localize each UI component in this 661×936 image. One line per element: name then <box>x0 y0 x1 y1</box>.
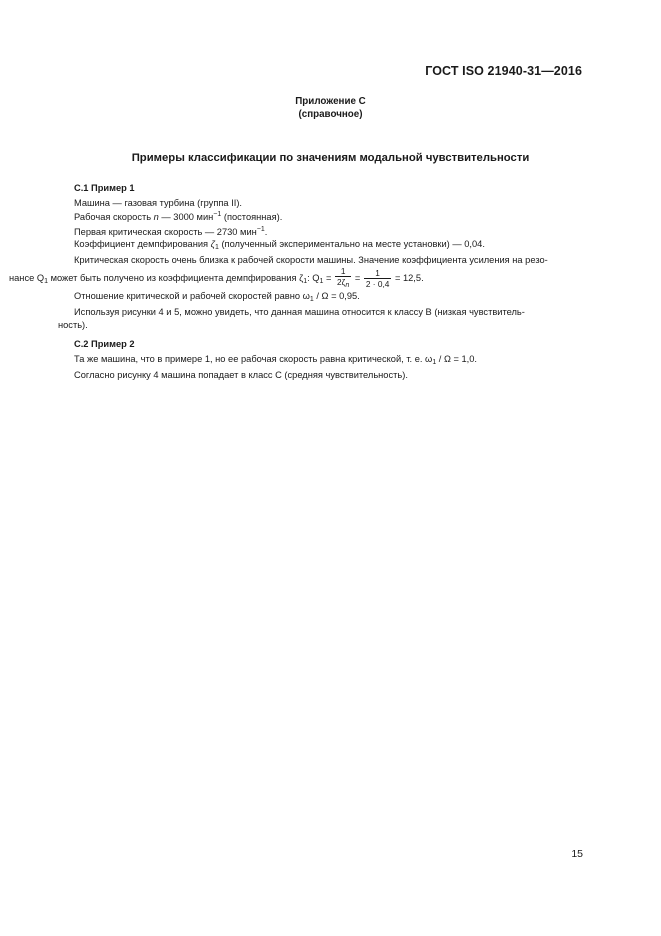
spacer <box>74 331 586 338</box>
critical-speed-line <box>74 224 586 238</box>
document-body <box>9 182 586 381</box>
fraction-2-denominator: 2 · 0,4 <box>365 279 390 290</box>
speed-exponent: −1 <box>213 211 222 219</box>
example-2-line-1 <box>74 353 586 369</box>
speed-line <box>74 209 586 223</box>
ratio-line <box>74 290 586 306</box>
ratio-subscript: 1 <box>309 296 314 304</box>
appendix-subtitle: (справочное) <box>298 109 363 120</box>
fraction-2 <box>364 268 392 289</box>
appendix-heading <box>0 95 661 121</box>
page-number: 15 <box>571 848 583 860</box>
gain-q-subscript: 1 <box>319 278 324 286</box>
equals-sign-2: = <box>352 273 363 284</box>
critical-speed-text: Первая критическая скорость — 2730 мин <box>74 226 257 237</box>
section-title: Примеры классификации по значениям модальной чувствительности <box>131 152 530 164</box>
speed-text: Рабочая скорость <box>74 212 154 223</box>
damping-subscript: 1 <box>214 243 219 251</box>
ratio-value: / Ω = 0,95. <box>313 291 360 302</box>
damping-line <box>74 238 586 254</box>
damping-text: Коэффициент демпфирования <box>74 238 211 249</box>
gain-result: = 12,5. <box>392 273 424 284</box>
example-2-heading: С.2 Пример 2 <box>74 338 135 349</box>
gain-line-2 <box>9 266 586 290</box>
gain-subscript: 1 <box>44 278 48 286</box>
conclusion-line-2: ность). <box>58 319 88 330</box>
appendix-title: Приложение С <box>295 96 366 107</box>
fraction-1-denominator <box>335 277 351 291</box>
example-2-line-2: Согласно рисунку 4 машина попадает в класс С (средняя чувствительность). <box>74 370 408 381</box>
fraction-1-numerator: 1 <box>335 266 351 277</box>
fraction-1 <box>335 266 351 291</box>
conclusion-line-1: Используя рисунки 4 и 5, можно увидеть, что данная машина относится к классу В (низкая чувствитель- <box>74 307 525 318</box>
fraction-1-denominator-subscript: n <box>345 282 350 290</box>
speed-note: (постоянная). <box>221 212 283 223</box>
damping-symbol: ζ <box>210 238 215 249</box>
gain-line-1: Критическая скорость очень близка к рабочей скорости машины. Значение коэффициента усиления на резо- <box>74 255 548 266</box>
fraction-1-denominator-text: 2ζ <box>337 277 346 288</box>
example-1-heading: С.1 Пример 1 <box>74 183 135 193</box>
speed-value: — 3000 мин <box>158 212 214 223</box>
example-2-ratio: / Ω = 1,0. <box>436 354 478 365</box>
gain-mid-subscript: 1 <box>303 278 308 286</box>
example-2-text: Та же машина, что в примере 1, но ее рабочая скорость равна критической, т. е. ω <box>74 354 433 365</box>
speed-variable: n <box>153 212 159 223</box>
machine-line: Машина — газовая турбина (группа II). <box>74 198 242 209</box>
standard-code: ГОСТ ISO 21940-31—2016 <box>425 64 582 78</box>
critical-speed-end: . <box>264 226 268 237</box>
gain-q: : Q <box>307 273 320 284</box>
gain-text: нансе Q <box>9 273 45 284</box>
critical-speed-exponent: −1 <box>256 225 265 233</box>
fraction-2-numerator: 1 <box>364 268 392 279</box>
equals-sign-1: = <box>323 273 335 284</box>
damping-value: (полученный экспериментально на месте установки) — 0,04. <box>218 238 485 249</box>
example-2-subscript: 1 <box>432 359 437 367</box>
gain-text-mid: может быть получено из коэффициента демпфирования ζ <box>47 273 304 284</box>
ratio-text: Отношение критической и рабочей скоростей равно ω <box>74 291 310 302</box>
